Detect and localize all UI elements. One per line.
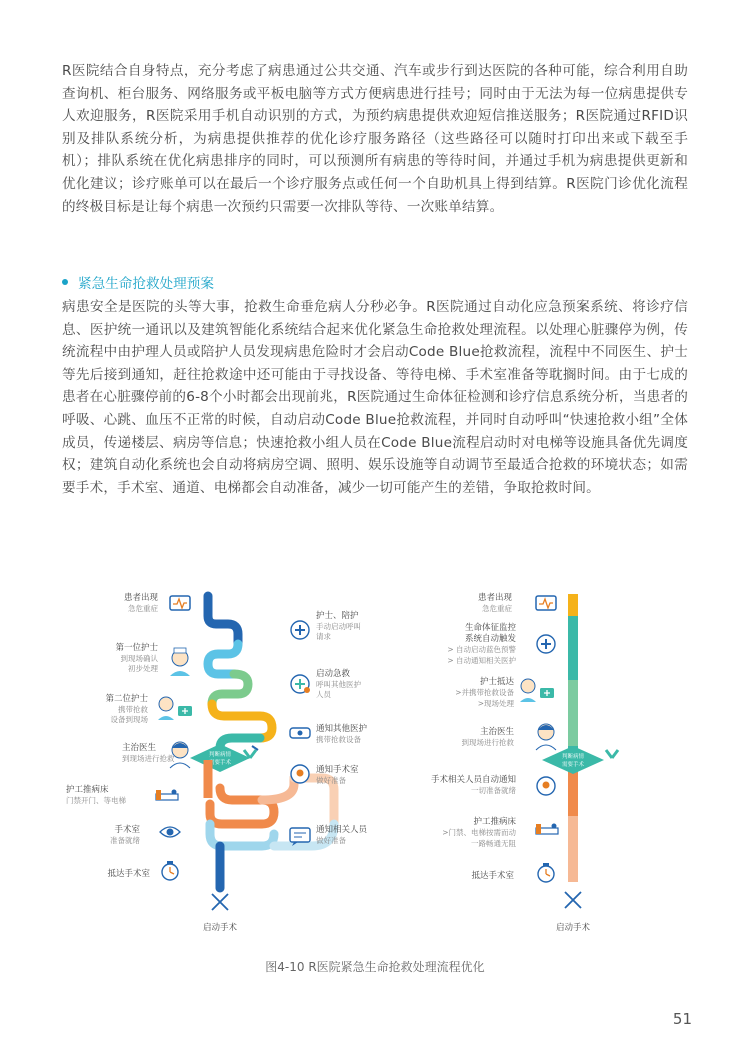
right-step-1-title: 患者出现 [477,593,512,603]
left-icons [156,596,192,880]
left-step-2-sub-b: 初步处理 [128,664,158,673]
right-step-3-title: 护士抵达 [479,677,514,687]
left-decision-diamond [190,744,250,772]
left-step-3-sub-a: 携带抢救 [118,705,148,714]
nurse-equipment-icon [520,679,554,702]
svg-text:需要手术: 需要手术 [208,760,232,766]
svg-text:判断病情: 判断病情 [208,752,232,758]
emergency-call-icon [291,675,310,693]
right-step-3-sub-a: >并携带抢救设备 [455,688,514,697]
left-step-1-sub: 急危重症 [128,604,158,613]
right-icons [520,596,558,882]
right-step-2-title-a: 生命体征监控 [464,623,516,633]
left-action-5-sub: 做好准备 [316,836,346,845]
timer-icon [538,863,554,882]
right-step-1-sub: 急危重症 [482,604,512,613]
left-step-5-title: 护工推病床 [66,785,109,795]
right-step-4-title: 主治医生 [479,727,514,737]
section-heading [62,272,214,292]
eye-icon [160,827,180,837]
monitor-icon [536,596,556,610]
section-heading-text: 紧急生命抢救处理预案 [78,276,214,292]
left-action-2-sub-b: 人员 [316,690,331,699]
right-step-6-sub-a: >门禁、电梯按需而动 [442,828,516,837]
left-action-4-title: 通知手术室 [316,765,359,775]
intro-paragraph: R医院结合自身特点，充分考虑了病患通过公共交通、汽车或步行到达医院的各种可能，综合利用自助查询机、柜台服务、网络服务或平板电脑等方式方便病患进行挂号；同时由于无法为每一位病患提供专人欢迎服务，R医院采用手机自动识别的方式，为预约病患提供欢迎短信推送服务；R医院通过RFID识别及排队系统分析，为病患提供推荐的优化诊疗服务路径（这些路径可以随时打印出来或下载至手机）；排队系统在优化病患排序的同时，可以预测所有病患的等待时间，并通过手机为病患提供更新和优化建议；诊疗账单可以在最后一个诊疗服务点或任何一个自助机具上得到结算。R医院门诊优化流程的终极目标是让每个病患一次预约只需要一次排队等待、一次账单结算。 [62,63,688,215]
left-action-1-sub-a: 手动启动呼叫 [316,622,361,631]
process-figure [62,588,688,948]
right-step-5-title: 手术相关人员自动通知 [430,775,516,785]
left-action-1-sub-b: 请求 [316,632,331,641]
left-step-3-title: 第二位护士 [105,694,148,704]
monitor-icon [170,596,190,610]
emergency-paragraph: 病患安全是医院的头等大事，抢救生命垂危病人分秒必争。R医院通过自动化应急预案系统、将诊疗信息、医护统一通讯以及建筑智能化系统结合起来优化紧急生命抢救处理流程。以处理心脏骤停为例，传统流程中由护理人员或陪护人员发现病患危险时才会启动Code Blue抢救流程，流程中不同医生、护士等先后接到通知，赶往抢救途中还可能由于寻找设备、等待电梯、手术室准备等耽搁时间。由于七成的患者在心脏骤停前的6-8个小时都会出现前兆，R医院通过生命体征检测和诊疗信息系统分析，当患者的呼吸、心跳、血压不正常的时候，自动启动Code Blue抢救流程，并同时自动呼叫“快速抢救小组”全体成员，传递楼层、病房等信息；快速抢救小组人员在Code Blue流程启动时对电梯等设施具备优先调度权；建筑自动化系统也会自动将病房空调、照明、娱乐设施等自动调节至最适合抢救的环境状态；如需要手术，手术室、通道、电梯都会自动准备，减少一切可能产生的差错，争取抢救时间。 [62,299,688,496]
location-icon [537,777,555,795]
right-step-7-title: 抵达手术室 [471,871,514,881]
bed-icon [536,824,558,835]
bullet-dot-icon [62,279,68,285]
medical-cross-icon [291,621,309,639]
left-action-labels [316,610,369,845]
left-step-5-sub: 门禁开门、等电梯 [66,796,126,805]
left-step-3-sub-b: 设备到现场 [110,715,148,724]
left-step-1-title: 患者出现 [123,593,158,603]
left-action-3-title: 通知其他医护 [316,724,368,734]
right-step-6-sub-b: 一路畅通无阻 [471,839,516,848]
bed-icon [156,790,178,801]
left-step-6-title: 手术室 [114,825,140,835]
nurse-icon [170,648,190,676]
left-action-5-title: 通知相关人员 [316,825,368,835]
left-end-label: 启动手术 [202,923,238,933]
left-action-1-title: 护士、陪护 [316,611,359,621]
timer-icon [162,861,178,880]
medical-cross-icon [537,635,555,653]
right-step-2-title-b: 系统自动触发 [464,634,516,644]
left-step-2-title: 第一位护士 [115,643,158,653]
right-step-3-sub-b: >现场处理 [477,699,514,708]
surgery-tools-icon [212,894,228,910]
left-step-2-sub-a: 到现场确认 [120,654,158,663]
left-step-6-sub: 准备就绪 [110,836,140,845]
left-action-2-title: 启动急救 [316,669,351,679]
right-step-5-sub: 一切准备就绪 [471,786,516,795]
figure-caption: 图4-10 R医院紧急生命抢救处理流程优化 [265,960,485,974]
right-step-2-sub-b: > 自动通知相关医护 [447,656,516,665]
right-step-labels [431,592,517,881]
page-number: 51 [672,1010,692,1028]
left-step-4-sub: 到现场进行抢救 [122,754,175,763]
right-end-label: 启动手术 [555,923,591,933]
right-step-2-sub-a: > 自动启动蓝色预警 [447,645,516,654]
left-step-7-title: 抵达手术室 [107,869,150,879]
right-diamond-line2: 需要手术 [561,762,585,768]
right-diamond-line1: 判断病情 [561,754,585,760]
phone-icon [290,728,310,738]
right-step-4-sub: 到现场进行抢救 [461,738,514,747]
left-action-3-sub: 携带抢救设备 [316,735,361,744]
right-step-6-title: 护工推病床 [473,817,516,827]
left-action-2-sub-a: 呼叫其他医护 [316,680,361,689]
doctor-icon [536,724,556,750]
left-step-4-title: 主治医生 [122,743,157,753]
location-icon [291,765,309,783]
nurse-equipment-icon [158,697,192,720]
left-action-4-sub: 做好准备 [316,776,346,785]
